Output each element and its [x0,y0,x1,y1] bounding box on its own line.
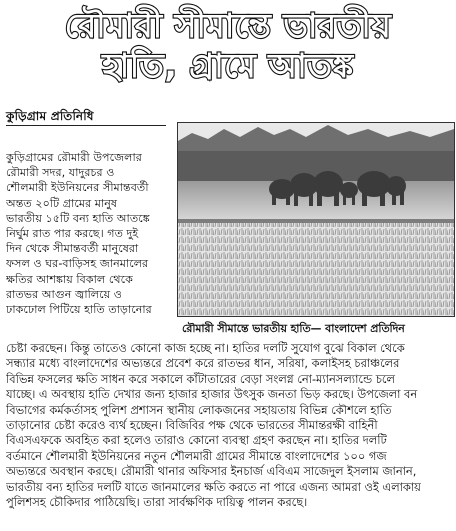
body-line: যাচ্ছে। এ অবস্থায় হাতি দেখার জন্য হাজার হাজার উৎসুক জনতা ভিড় করছে। উপজেলা বন [6,387,418,402]
body-line: ঢাকঢোল পিটিয়ে হাতি তাড়ানোর [6,302,152,316]
article-headline [0,6,456,86]
article-body-left-column [6,150,172,317]
body-line: অন্তত ২০টি গ্রামের মানুষ [6,196,118,210]
headline-line-2: হাতি, গ্রামে আতঙ্ক [102,46,354,85]
body-line: নির্ঘুম রাত পার করছে। গত দুই [6,226,139,240]
photo-caption: রৌমারী সীমান্তে ভারতীয় হাতি— বাংলাদেশ প্রতিদিন [182,322,405,335]
body-line: বিভাগের কর্মকর্তাসহ পুলিশ প্রশাসন স্থানীয় লোকজনের সহায়তায় বিভিন্ন কৌশলে হাতি [6,402,392,417]
body-line: চেষ্টা করছেন। কিন্তু তাতেও কোনো কাজ হচ্ছে না। হাতির দলটি সুযোগ বুঝে বিকাল থেকে [6,341,405,355]
body-line: ভারতীয় বন্য হাতির দলটি যাতে জানমালের ক্ষতি করতে না পারে এজন্য আমরা ওই এলাকায় [6,479,421,494]
body-line: ভারতীয় ১৫টি বন্য হাতি আতঙ্কে [6,211,150,225]
body-line: ক্ষতির আশঙ্কায় বিকাল থেকে [6,272,133,286]
body-line: ফসল ও ঘর-বাড়িসহ জানমালের [6,257,149,271]
byline-underline [6,125,166,126]
body-line: পুলিশসহ চৌকিদার পাঠিয়েছি। তারা সার্বক্ষণিক দায়িত্ব পালন করছে। [6,494,308,509]
body-line: তাড়ানোর চেষ্টা করেও ব্যর্থ হচ্ছেন। বিজিবির পক্ষ থেকে ভারতের সীমান্তরক্ষী বাহিনী [6,417,378,432]
article-body-full-width [6,341,453,510]
body-line: বিএসএফকে অবহিত করা হলেও তারাও কোনো ব্যবস্থা গ্রহণ করছেন না। হাতির দলটি [6,433,387,448]
body-line: সন্ধ্যার মধ্যে বাংলাদেশের অভ্যন্তরে প্রবেশ করে রাতভর ধান, সরিষা, কলাইসহ চরাঞ্চলের [6,356,400,371]
byline: কুড়িগ্রাম প্রতিনিধি [6,109,94,123]
body-line: বর্তমানে শৌলমারী ইউনিয়নের নতুন শৌলমারী গ্রামের সীমান্তে বাংলাদেশের ১০০ গজ [6,448,387,463]
elephants-photo [177,122,455,317]
headline-line-1: রৌমারী সীমান্তে ভারতীয় [64,6,392,45]
body-line: দিন থেকে সীমান্তবর্তী মানুষেরা [6,242,139,256]
body-line: কুড়িগ্রামের রৌমারী উপজেলার [6,151,142,164]
body-line: রাতভর আগুন জ্বালিয়ে ও [6,287,122,301]
body-line: রৌমারী সদর, যাদুরচর ও [6,166,115,180]
body-line: শৌলমারী ইউনিয়নের সীমান্তবর্তী [6,181,149,195]
body-line: বিভিন্ন ফসলের ক্ষতি সাধন করে সকালে কাঁটাতারের বেড়া সংলগ্ন নো-ম্যানসল্যান্ডে চলে [6,371,395,386]
body-line: অভ্যন্তরে অবস্থান করছে। রৌমারী থানার অফিসার ইনচার্জ এবিএম সাজেদুল ইসলাম জানান, [6,464,417,479]
